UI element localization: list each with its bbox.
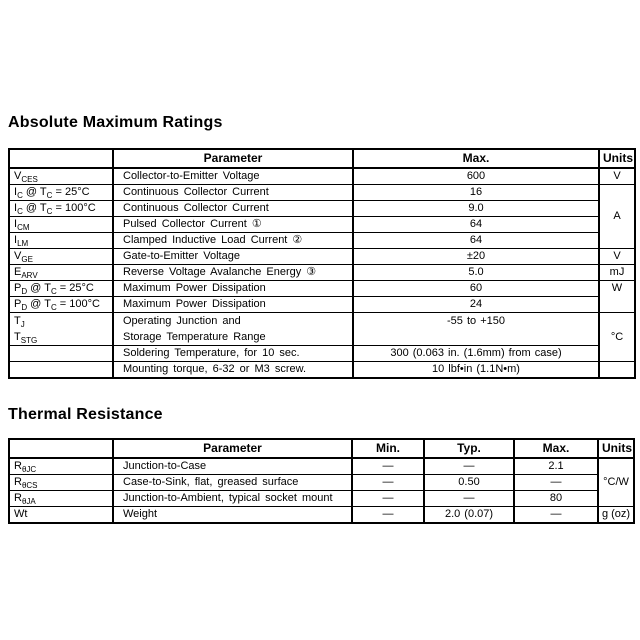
- cell-value: —: [352, 475, 424, 491]
- cell-parameter: Continuous Collector Current: [113, 201, 353, 217]
- cell-parameter: Gate-to-Emitter Voltage: [113, 249, 353, 265]
- section-heading-absolute-maximum-ratings: Absolute Maximum Ratings: [8, 114, 223, 131]
- subscript: θJC: [21, 465, 37, 474]
- cell-parameter: Soldering Temperature, for 10 sec.: [113, 346, 353, 362]
- cell-units: mJ: [599, 265, 635, 281]
- cell-value: 24: [353, 297, 599, 313]
- subscript: LM: [17, 239, 29, 248]
- column-header-parameter: Parameter: [113, 149, 353, 168]
- table-row: [9, 362, 635, 379]
- table-row: [9, 201, 635, 217]
- subscript: C: [17, 207, 23, 216]
- cell-value: —: [424, 458, 514, 475]
- cell-symbol: $V_{GE}$: [9, 249, 113, 265]
- table-row: [9, 217, 635, 233]
- table-row: [9, 491, 634, 507]
- cell-units: [599, 362, 635, 379]
- cell-symbol: $E_{ARV}$: [9, 265, 113, 281]
- cell-symbol: $P_D$ @ $T_C = 25^\circ C$: [9, 281, 113, 297]
- subscript: C: [46, 191, 53, 200]
- column-header-typ: Typ.: [424, 439, 514, 458]
- cell-value: —: [514, 475, 598, 491]
- table-header: [9, 439, 634, 458]
- table-body: [9, 168, 635, 378]
- cell-units: W: [599, 281, 635, 313]
- subscript: CM: [17, 223, 30, 232]
- subscript: C: [46, 207, 53, 216]
- column-header-min: Min.: [352, 439, 424, 458]
- cell-symbol: [9, 346, 113, 362]
- column-header-parameter: Parameter: [113, 439, 352, 458]
- table-row: [9, 265, 635, 281]
- cell-parameter: Reverse Voltage Avalanche Energy ③: [113, 265, 353, 281]
- table-row: [9, 185, 635, 201]
- table-row: [9, 281, 635, 297]
- subscript: C: [50, 303, 57, 312]
- subscript: C: [50, 287, 57, 296]
- cell-symbol: Wt: [9, 507, 113, 524]
- cell-value: —: [514, 507, 598, 524]
- table-header: [9, 149, 635, 168]
- subscript: D: [21, 287, 28, 296]
- cell-value: 64: [353, 217, 599, 233]
- column-header-max: Max.: [353, 149, 599, 168]
- cell-value: —: [424, 491, 514, 507]
- subscript: STG: [20, 336, 38, 345]
- column-header-symbol: [9, 439, 113, 458]
- table-row: [9, 458, 634, 475]
- subscript: C: [17, 191, 23, 200]
- table-body: [9, 458, 634, 523]
- absolute-maximum-ratings-table: [8, 148, 636, 379]
- cell-units: °C/W: [598, 458, 634, 507]
- table-row: [9, 297, 635, 313]
- cell-value: 80: [514, 491, 598, 507]
- subscript: D: [21, 303, 28, 312]
- cell-symbol: $R_{\theta JC}$: [9, 458, 113, 475]
- cell-parameter: Pulsed Collector Current ①: [113, 217, 353, 233]
- column-header-units: Units: [598, 439, 634, 458]
- cell-symbol: $P_D$ @ $T_C = 100^\circ C$: [9, 297, 113, 313]
- subscript: ARV: [21, 271, 38, 280]
- table-row: [9, 346, 635, 362]
- cell-units: g (oz): [598, 507, 634, 524]
- cell-parameter: Operating Junction and Storage Temperature Range: [113, 313, 353, 346]
- thermal-resistance-table: [8, 438, 635, 524]
- subscript: GE: [21, 255, 33, 264]
- cell-symbol: $T_J$ $T_{STG}$: [9, 313, 113, 346]
- cell-value: —: [352, 507, 424, 524]
- table-row: [9, 168, 635, 185]
- cell-units: V: [599, 168, 635, 185]
- cell-parameter: Continuous Collector Current: [113, 185, 353, 201]
- subscript: J: [20, 320, 25, 329]
- cell-value: 9.0: [353, 201, 599, 217]
- table-header-row: [9, 149, 635, 168]
- cell-parameter: Junction-to-Case: [113, 458, 352, 475]
- cell-parameter: Collector-to-Emitter Voltage: [113, 168, 353, 185]
- cell-symbol: $R_{\theta JA}$: [9, 491, 113, 507]
- column-header-units: Units: [599, 149, 635, 168]
- cell-value: 16: [353, 185, 599, 201]
- column-header-symbol: [9, 149, 113, 168]
- subscript: CES: [21, 175, 38, 184]
- table-row: [9, 313, 635, 346]
- cell-value: 600: [353, 168, 599, 185]
- cell-parameter: Weight: [113, 507, 352, 524]
- cell-value: 2.0 (0.07): [424, 507, 514, 524]
- section-heading-thermal-resistance: Thermal Resistance: [8, 406, 163, 423]
- cell-value: 5.0: [353, 265, 599, 281]
- cell-parameter: Mounting torque, 6-32 or M3 screw.: [113, 362, 353, 379]
- cell-symbol: $I_{CM}$: [9, 217, 113, 233]
- cell-units: A: [599, 185, 635, 249]
- cell-value: —: [352, 491, 424, 507]
- cell-symbol: $V_{CES}$: [9, 168, 113, 185]
- table-row: [9, 475, 634, 491]
- cell-symbol: $I_{LM}$: [9, 233, 113, 249]
- cell-value: 300 (0.063 in. (1.6mm) from case): [353, 346, 599, 362]
- cell-symbol: $I_C$ @ $T_C = 100^\circ C$: [9, 201, 113, 217]
- cell-symbol: $I_C$ @ $T_C = 25^\circ C$: [9, 185, 113, 201]
- cell-value: 10 lbf•in (1.1N•m): [353, 362, 599, 379]
- cell-value: 60: [353, 281, 599, 297]
- cell-value: 2.1: [514, 458, 598, 475]
- cell-value: 64: [353, 233, 599, 249]
- cell-symbol: [9, 362, 113, 379]
- column-header-max: Max.: [514, 439, 598, 458]
- cell-parameter: Case-to-Sink, flat, greased surface: [113, 475, 352, 491]
- cell-value: ±20: [353, 249, 599, 265]
- cell-units: °C: [599, 313, 635, 362]
- subscript: θJA: [21, 497, 36, 506]
- cell-symbol: $R_{\theta CS}$: [9, 475, 113, 491]
- cell-parameter: Maximum Power Dissipation: [113, 281, 353, 297]
- cell-units: V: [599, 249, 635, 265]
- table-header-row: [9, 439, 634, 458]
- cell-parameter: Clamped Inductive Load Current ②: [113, 233, 353, 249]
- cell-parameter: Junction-to-Ambient, typical socket mount: [113, 491, 352, 507]
- table-row: [9, 249, 635, 265]
- table-row: [9, 233, 635, 249]
- subscript: θCS: [21, 481, 38, 490]
- cell-value: 0.50: [424, 475, 514, 491]
- table-row: [9, 507, 634, 524]
- cell-parameter: Maximum Power Dissipation: [113, 297, 353, 313]
- cell-value: -55 to +150: [353, 313, 599, 346]
- cell-value: —: [352, 458, 424, 475]
